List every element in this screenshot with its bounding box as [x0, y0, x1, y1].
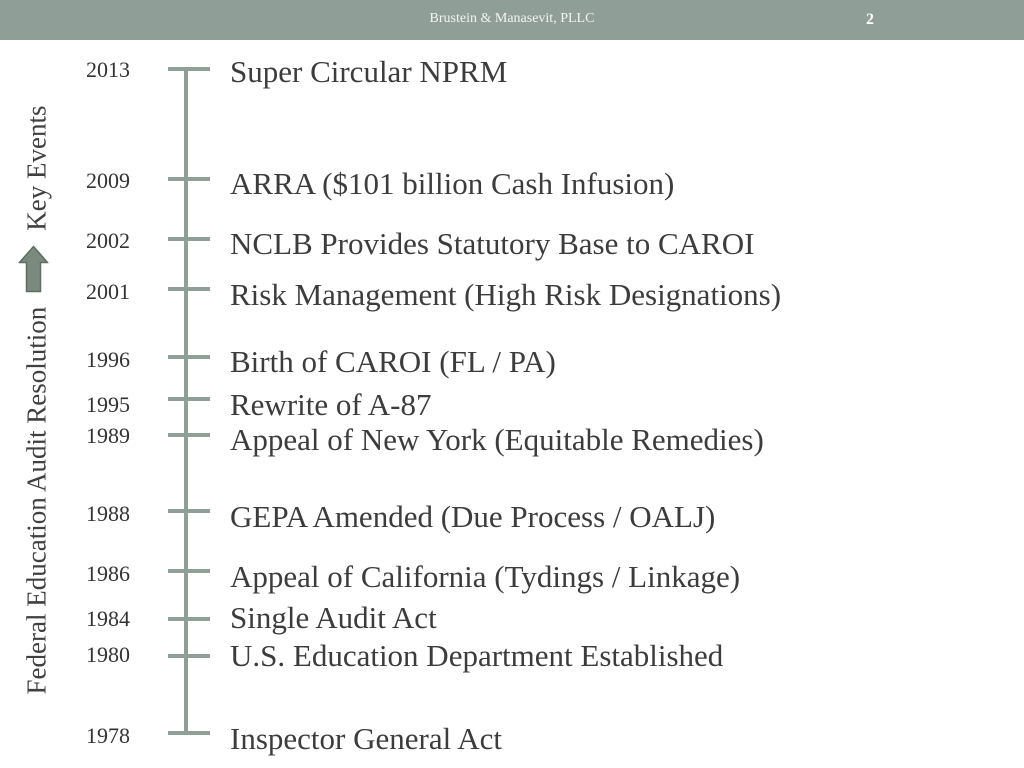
timeline-event: Appeal of California (Tydings / Linkage)	[230, 559, 741, 594]
timeline-year: 1996	[86, 347, 130, 372]
timeline-event: Super Circular NPRM	[230, 54, 508, 89]
timeline-tick	[168, 237, 210, 241]
timeline-tick	[168, 397, 210, 401]
timeline-tick	[168, 654, 210, 658]
timeline-tick	[168, 177, 210, 181]
timeline-event: U.S. Education Department Established	[230, 638, 724, 673]
timeline-year: 1986	[86, 561, 130, 586]
timeline-tick	[168, 731, 210, 735]
timeline-year: 1978	[86, 723, 130, 748]
timeline-event: Birth of CAROI (FL / PA)	[230, 344, 556, 379]
up-arrow-icon	[19, 245, 56, 293]
header-bar	[0, 0, 1024, 40]
timeline-tick	[168, 509, 210, 513]
side-subtitle: Key Events	[21, 105, 52, 231]
timeline-year: 1988	[86, 501, 130, 526]
timeline-spine	[184, 68, 188, 734]
timeline-tick	[168, 355, 210, 359]
timeline-year: 1989	[86, 423, 130, 448]
timeline-year: 2002	[86, 228, 130, 253]
timeline-tick	[168, 67, 210, 71]
page-number: 2	[866, 11, 874, 28]
timeline-tick	[168, 617, 210, 621]
timeline-year: 2001	[86, 279, 130, 304]
timeline-year: 2013	[86, 57, 130, 82]
timeline-year: 2009	[86, 168, 130, 193]
timeline-year: 1984	[86, 606, 130, 631]
firm-name: Brustein & Manasevit, PLLC	[429, 11, 595, 26]
timeline-event: Single Audit Act	[230, 600, 437, 635]
timeline-event: ARRA ($101 billion Cash Infusion)	[230, 166, 675, 201]
timeline-tick	[168, 433, 210, 437]
timeline-year: 1995	[86, 392, 130, 417]
timeline-event: Rewrite of A-87	[230, 387, 432, 422]
timeline-event: Risk Management (High Risk Designations)	[230, 277, 782, 312]
side-title: Federal Education Audit Resolution	[21, 306, 52, 695]
timeline-event: Inspector General Act	[230, 721, 502, 756]
timeline-year: 1980	[86, 642, 130, 667]
timeline-event: Appeal of New York (Equitable Remedies)	[230, 422, 764, 457]
timeline-tick	[168, 569, 210, 573]
timeline-tick	[168, 287, 210, 291]
timeline-event: NCLB Provides Statutory Base to CAROI	[230, 226, 755, 261]
timeline-event: GEPA Amended (Due Process / OALJ)	[230, 499, 716, 534]
